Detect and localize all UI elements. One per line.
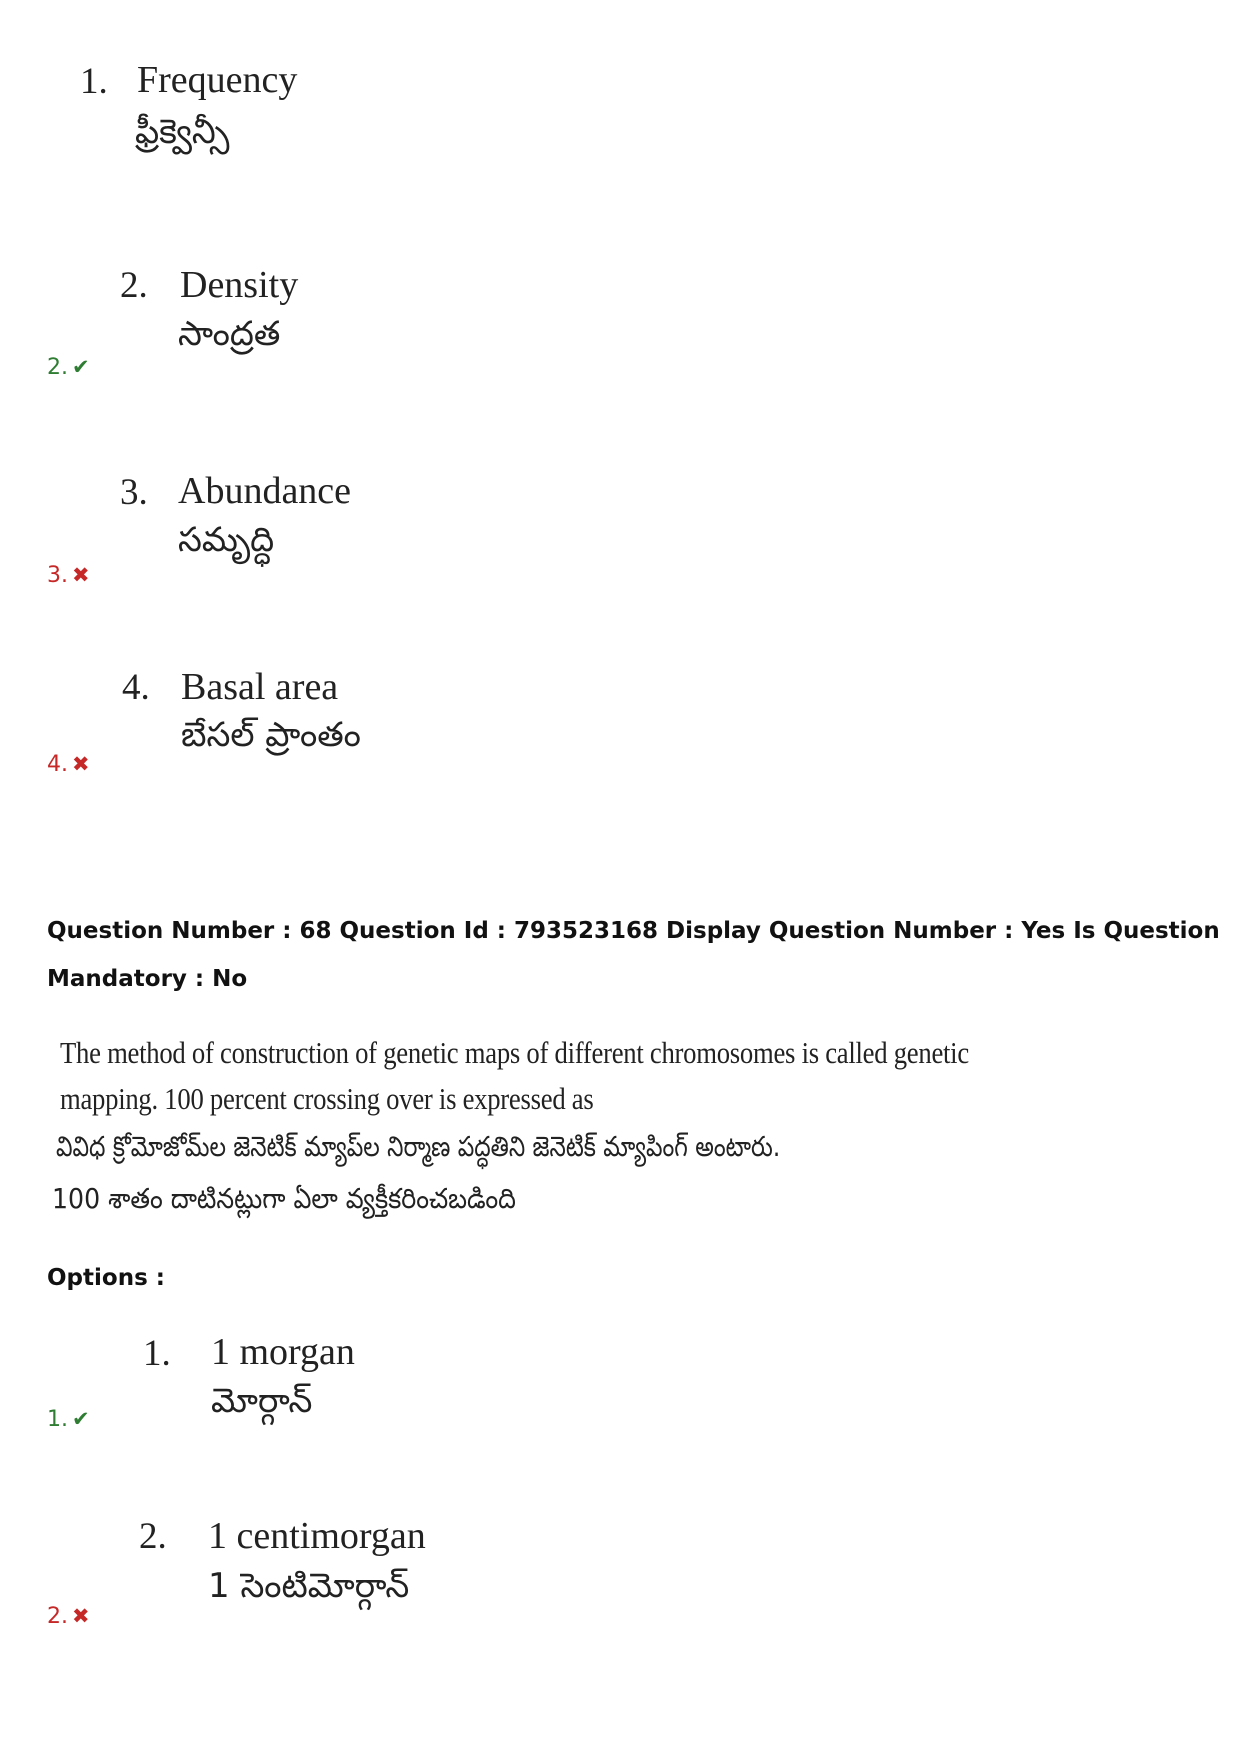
option-number: 1.	[143, 1333, 171, 1374]
wrong-option-marker	[47, 563, 90, 588]
option-text-te: సాంద్రత	[178, 314, 281, 354]
marker-number: 2.	[47, 355, 68, 380]
correct-option-marker	[47, 1407, 90, 1432]
wrong-option-marker	[47, 1604, 90, 1629]
option-text-te: ఫ్రీక్వెన్సీ	[135, 112, 230, 152]
question-text-en-line-2: mapping. 100 percent crossing over is expressed as	[60, 1081, 594, 1116]
option-text-en: Frequency	[137, 59, 298, 101]
marker-number: 1.	[47, 1407, 68, 1432]
marker-number: 4.	[47, 752, 68, 777]
option-text-te: బేసల్ ప్రాంతం	[181, 715, 361, 755]
check-icon: ✔	[72, 1407, 90, 1431]
option-text-en: Abundance	[178, 470, 352, 512]
options-label: Options :	[47, 1265, 165, 1291]
cross-icon: ✖	[72, 563, 90, 587]
option-text-en: 1 morgan	[211, 1331, 355, 1373]
question-text-en-line-1: The method of construction of genetic maps of different chromosomes is called genetic	[60, 1035, 969, 1070]
marker-number: 3.	[47, 563, 68, 588]
question-text-te-line-1: వివిధ క్రోమోజోమ్‌ల జెనెటిక్ మ్యాప్‌ల నిర్మాణ పద్ధతిని జెనెటిక్ మ్యాపింగ్ అంటారు.	[56, 1130, 781, 1163]
option-text-te: 1 సెంటిమోర్గాన్	[208, 1566, 410, 1606]
option-text-te: సమృద్ధి	[178, 520, 275, 560]
wrong-option-marker	[47, 752, 90, 777]
option-number: 1.	[80, 61, 108, 102]
cross-icon: ✖	[72, 752, 90, 776]
option-number: 4.	[122, 667, 150, 708]
cross-icon: ✖	[72, 1604, 90, 1628]
option-text-en: Density	[180, 264, 299, 306]
option-number: 3.	[120, 472, 148, 513]
option-text-en: 1 centimorgan	[208, 1515, 426, 1557]
question-meta-line-2: Mandatory : No	[47, 966, 248, 992]
marker-number: 2.	[47, 1604, 68, 1629]
option-number: 2.	[120, 265, 148, 306]
correct-option-marker	[47, 355, 90, 380]
question-meta-line-1: Question Number : 68 Question Id : 793523168 Display Question Number : Yes Is Question	[47, 918, 1220, 944]
option-text-te: మోర్గాన్	[211, 1381, 313, 1421]
option-text-en: Basal area	[181, 666, 339, 708]
option-number: 2.	[139, 1516, 167, 1557]
question-text-te-line-2: 100 శాతం దాటినట్లుగా ఏలా వ్యక్తీకరించబడింది	[52, 1182, 516, 1215]
check-icon: ✔	[72, 355, 90, 379]
